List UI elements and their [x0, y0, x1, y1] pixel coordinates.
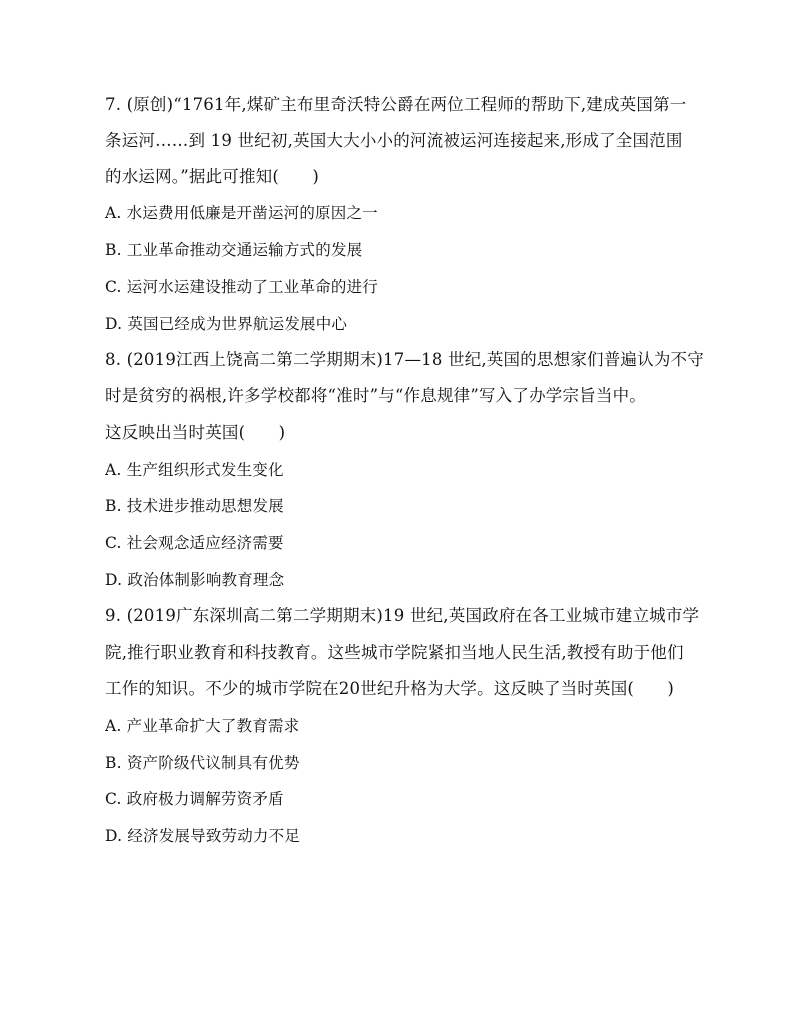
question-7-stem-line-3: 的水运网。”据此可推知( ): [105, 167, 320, 186]
question-9-stem-line-2: 院,推行职业教育和科技教育。这些城市学院紧扣当地人民生活,教授有助于他们: [105, 643, 684, 662]
question-7-option-c: C. 运河水运建设推动了工业革命的进行: [105, 278, 378, 296]
question-8-stem-line-1: 8. (2019江西上饶高二第二学期期末)17—18 世纪,英国的思想家们普遍认为不守: [105, 350, 704, 369]
question-7-option-d: D. 英国已经成为世界航运发展中心: [105, 315, 348, 333]
question-9-option-b: B. 资产阶级代议制具有优势: [105, 754, 300, 772]
question-8-option-a: A. 生产组织形式发生变化: [105, 461, 284, 479]
question-9-option-c: C. 政府极力调解劳资矛盾: [105, 790, 284, 808]
question-9-option-d: D. 经济发展导致劳动力不足: [105, 827, 301, 845]
question-7-stem-line-2: 条运河……到 19 世纪初,英国大大小小的河流被运河连接起来,形成了全国范围: [105, 131, 683, 150]
question-7-option-a: A. 水运费用低廉是开凿运河的原因之一: [105, 204, 378, 222]
question-9-stem-line-3: 工作的知识。不少的城市学院在20世纪升格为大学。这反映了当时英国( ): [105, 679, 675, 698]
question-9-option-a: A. 产业革命扩大了教育需求: [105, 717, 300, 735]
question-7-stem-line-1: 7. (原创)“1761年,煤矿主布里奇沃特公爵在两位工程师的帮助下,建成英国第一: [105, 95, 687, 114]
question-8-stem-line-3: 这反映出当时英国( ): [105, 423, 286, 442]
question-8-stem-line-2: 时是贫穷的祸根,许多学校都将“准时”与“作息规律”写入了办学宗旨当中。: [105, 386, 646, 405]
question-8-option-b: B. 技术进步推动思想发展: [105, 497, 284, 515]
question-7-option-b: B. 工业革命推动交通运输方式的发展: [105, 241, 363, 259]
question-8-option-c: C. 社会观念适应经济需要: [105, 534, 284, 552]
question-9-stem-line-1: 9. (2019广东深圳高二第二学期期末)19 世纪,英国政府在各工业城市建立城市学: [105, 606, 700, 625]
question-8-option-d: D. 政治体制影响教育理念: [105, 571, 285, 589]
